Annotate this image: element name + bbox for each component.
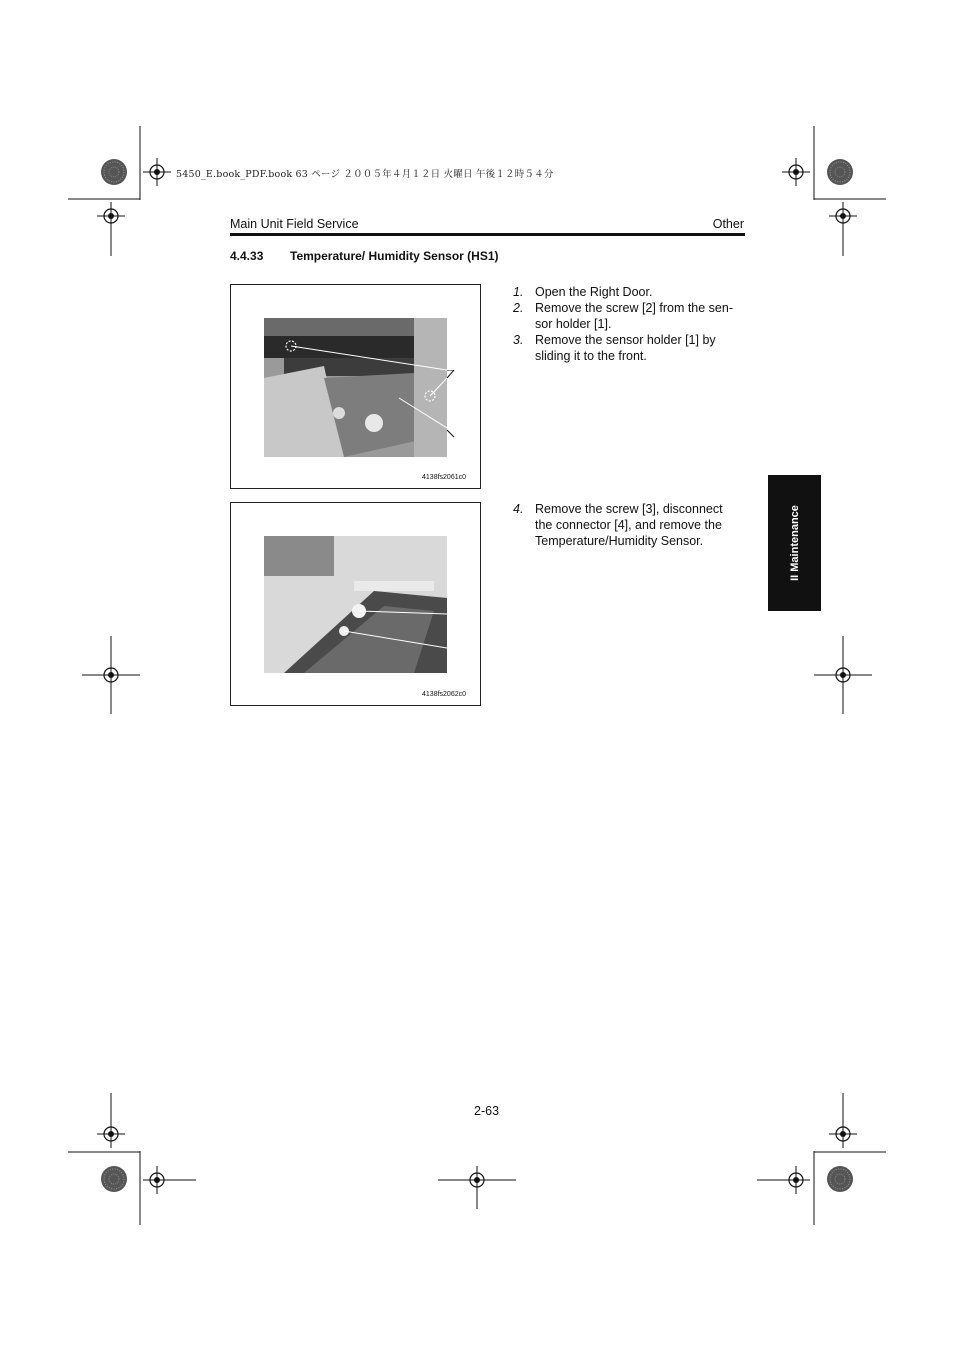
- running-header-left: Main Unit Field Service: [230, 217, 359, 231]
- step-number: 2.: [513, 301, 524, 315]
- step-4: [513, 501, 743, 549]
- print-job-header: 5450_E.book_PDF.book 63 ページ ２００５年４月１２日 火曜日 午後１２時５４分: [176, 169, 554, 180]
- step-text: Open the Right Door.: [535, 285, 653, 299]
- side-tab-label: II Maintenance: [788, 505, 801, 581]
- section-heading: [230, 249, 499, 263]
- steps-list-2: [513, 501, 743, 549]
- step-text: Remove the screw [3], disconnect the connector [4], and remove the Temperature/Humidity Sensor.: [535, 502, 723, 548]
- figure-1-photo: [264, 318, 447, 457]
- figure-2-code: 4138fs2062c0: [422, 691, 466, 698]
- step-2: [513, 300, 743, 332]
- step-3: [513, 332, 743, 364]
- figure-2: [230, 502, 481, 706]
- figure-1: [230, 284, 481, 489]
- step-text: Remove the screw [2] from the sen- sor holder [1].: [535, 301, 733, 331]
- section-number: 4.4.33: [230, 249, 264, 263]
- page-number: 2-63: [474, 1104, 500, 1118]
- figure-1-leader-lines: [447, 370, 477, 450]
- step-1: [513, 284, 743, 300]
- section-title: Temperature/ Humidity Sensor (HS1): [290, 249, 499, 263]
- figure-2-photo: [264, 536, 447, 673]
- step-number: 3.: [513, 333, 524, 347]
- running-header-right: Other: [712, 217, 744, 231]
- step-number: 1.: [513, 285, 524, 299]
- step-text: Remove the sensor holder [1] by sliding it to the front.: [535, 333, 716, 363]
- step-number: 4.: [513, 502, 524, 516]
- chapter-side-tab: [768, 475, 821, 611]
- steps-list-1: [513, 284, 743, 364]
- figure-1-code: 4138fs2061c0: [422, 474, 466, 481]
- header-rule: [230, 233, 745, 236]
